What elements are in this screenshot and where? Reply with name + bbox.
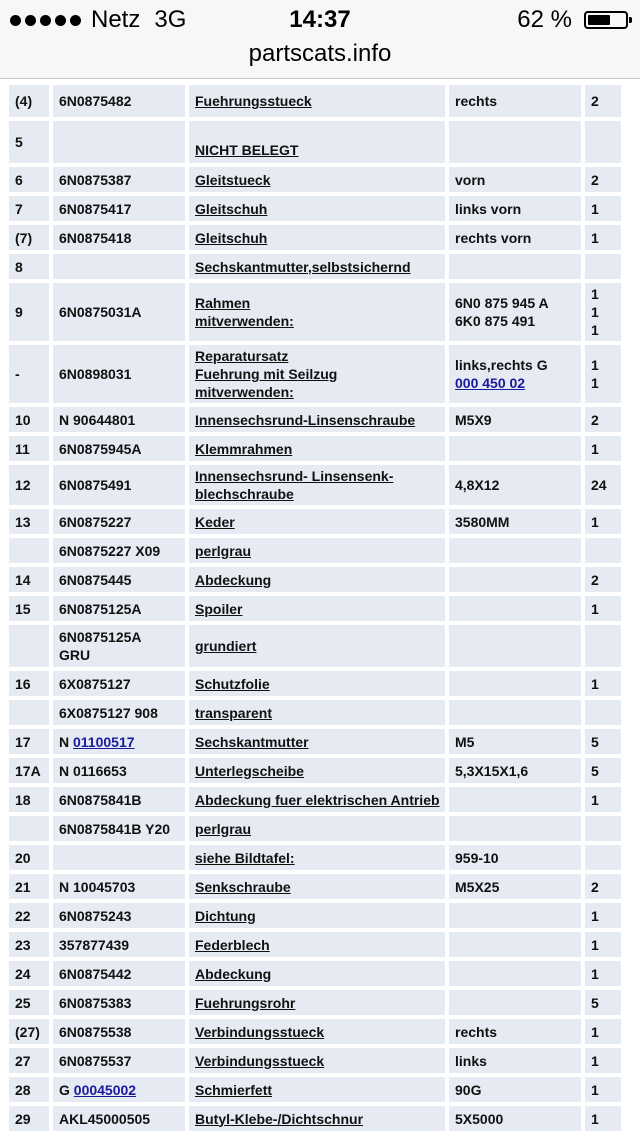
part-number-cell: AKL45000505 [53, 1106, 185, 1131]
note-line: 6N0 875 945 A [455, 295, 549, 311]
position-cell: (7) [9, 225, 49, 250]
part-number-link[interactable]: 00045002 [73, 1081, 137, 1098]
part-number-cell: 6X0875127 908 [53, 700, 185, 725]
quantity-cell: 1 [585, 932, 621, 957]
part-number-cell: 6N0875243 [53, 903, 185, 928]
note-cell: 5X5000 [449, 1106, 581, 1131]
table-row [9, 874, 621, 899]
quantity-cell: 1 [585, 509, 621, 534]
quantity-cell [585, 283, 621, 341]
quantity-cell [585, 845, 621, 870]
description-line: Verbindungsstueck [195, 1023, 325, 1040]
quantity-cell [585, 625, 621, 667]
table-row [9, 345, 621, 403]
note-cell [449, 283, 581, 341]
description-link[interactable] [189, 538, 445, 563]
description-line: mitverwenden: [195, 313, 294, 329]
note-link-text[interactable]: 000 450 02 [455, 375, 526, 391]
description-line: Innensechsrund- Linsensenk- [195, 468, 394, 484]
position-cell: 8 [9, 254, 49, 279]
description-link[interactable] [189, 903, 445, 928]
quantity-cell: 1 [585, 1048, 621, 1073]
description-link[interactable] [189, 436, 445, 461]
quantity-cell: 5 [585, 758, 621, 783]
description-line: Innensechsrund-Linsenschraube [195, 411, 416, 428]
quantity-cell [585, 121, 621, 163]
note-cell [449, 700, 581, 725]
part-number-cell: 6X0875127 [53, 671, 185, 696]
position-cell: 7 [9, 196, 49, 221]
description-link[interactable] [189, 465, 445, 505]
part-number-cell [53, 625, 185, 667]
description-link[interactable] [189, 700, 445, 725]
note-cell [449, 254, 581, 279]
position-cell [9, 700, 49, 725]
part-number-cell: 6N0875227 X09 [53, 538, 185, 563]
carrier-name: Netz [91, 6, 141, 33]
description-link[interactable] [189, 787, 445, 812]
description-line: Fuehrung mit Seilzug [195, 366, 338, 382]
description-link[interactable] [189, 1106, 445, 1131]
table-row [9, 729, 621, 754]
address-bar[interactable] [0, 40, 640, 79]
position-cell: 12 [9, 465, 49, 505]
table-row [9, 932, 621, 957]
quantity-line: 1 [591, 322, 599, 338]
part-number-cell: 6N0875537 [53, 1048, 185, 1073]
quantity-cell: 2 [585, 407, 621, 432]
position-cell: 6 [9, 167, 49, 192]
table-row [9, 990, 621, 1015]
clock: 14:37 [289, 6, 351, 33]
description-line: Gleitschuh [195, 229, 268, 246]
battery-area [517, 6, 628, 34]
position-cell [9, 538, 49, 563]
quantity-cell: 1 [585, 196, 621, 221]
quantity-line: 1 [591, 304, 599, 320]
description-link[interactable] [189, 625, 445, 667]
note-cell: vorn [449, 167, 581, 192]
quantity-cell: 1 [585, 961, 621, 986]
quantity-cell: 2 [585, 85, 621, 117]
part-number-cell [53, 729, 185, 754]
position-cell: 25 [9, 990, 49, 1015]
description-line: Federblech [195, 936, 270, 953]
description-link[interactable] [189, 874, 445, 899]
description-link[interactable] [189, 225, 445, 250]
description-line: Keder [195, 513, 235, 530]
part-number-cell [53, 1077, 185, 1102]
description-link[interactable] [189, 1019, 445, 1044]
quantity-line: 1 [591, 375, 599, 391]
position-cell: 16 [9, 671, 49, 696]
quantity-cell [585, 700, 621, 725]
page-url[interactable]: partscats.info [248, 40, 392, 67]
table-row [9, 538, 621, 563]
part-number-cell: 6N0875383 [53, 990, 185, 1015]
description-line: Reparatursatz [195, 348, 289, 364]
description-link[interactable] [189, 729, 445, 754]
page-content[interactable] [0, 79, 640, 1136]
note-cell: links [449, 1048, 581, 1073]
position-cell: 17A [9, 758, 49, 783]
table-row [9, 1019, 621, 1044]
note-line: 6K0 875 491 [455, 313, 536, 329]
description-link[interactable] [189, 1077, 445, 1102]
position-cell: 10 [9, 407, 49, 432]
description-line: Unterlegscheibe [195, 762, 304, 779]
position-cell: 24 [9, 961, 49, 986]
position-cell: 27 [9, 1048, 49, 1073]
note-cell [449, 990, 581, 1015]
part-number-cell: 6N0875841B Y20 [53, 816, 185, 841]
quantity-cell: 2 [585, 874, 621, 899]
note-cell [449, 787, 581, 812]
note-cell [449, 538, 581, 563]
quantity-cell: 1 [585, 1019, 621, 1044]
quantity-cell: 24 [585, 465, 621, 505]
position-cell: 15 [9, 596, 49, 621]
description-line: perlgrau [195, 542, 252, 559]
quantity-cell: 1 [585, 787, 621, 812]
description-line: Schmierfett [195, 1081, 273, 1098]
part-number-cell [53, 845, 185, 870]
description-line: Sechskantmutter,selbstsichernd [195, 258, 411, 275]
table-row [9, 903, 621, 928]
table-row [9, 671, 621, 696]
quantity-cell: 1 [585, 671, 621, 696]
note-cell [449, 625, 581, 667]
table-row [9, 845, 621, 870]
description-link[interactable] [189, 407, 445, 432]
table-row [9, 465, 621, 505]
position-cell: (4) [9, 85, 49, 117]
part-number-prefix: N [59, 733, 73, 750]
description-line: Fuehrungsstueck [195, 93, 312, 109]
description-link[interactable] [189, 845, 445, 870]
description-link[interactable] [189, 283, 445, 341]
description-link[interactable] [189, 961, 445, 986]
table-row [9, 225, 621, 250]
part-number-cell: N 90644801 [53, 407, 185, 432]
position-cell: 17 [9, 729, 49, 754]
part-number-cell [53, 121, 185, 163]
description-line: Abdeckung [195, 571, 272, 588]
description-link[interactable] [189, 1048, 445, 1073]
quantity-cell [585, 345, 621, 403]
position-cell: 20 [9, 845, 49, 870]
parts-table [5, 81, 625, 1135]
battery-icon [584, 11, 628, 29]
quantity-cell: 1 [585, 1106, 621, 1131]
description-link[interactable] [189, 167, 445, 192]
description-line: Gleitstueck [195, 171, 271, 188]
note-cell [449, 816, 581, 841]
description-line: Verbindungsstueck [195, 1052, 325, 1069]
quantity-cell: 5 [585, 990, 621, 1015]
network-type: 3G [154, 6, 187, 33]
quantity-line: 1 [591, 286, 599, 302]
description-link[interactable] [189, 596, 445, 621]
status-bar [0, 0, 640, 40]
description-line: transparent [195, 704, 273, 721]
description-line: Sechskantmutter [195, 733, 309, 750]
description-link[interactable] [189, 196, 445, 221]
note-cell [449, 932, 581, 957]
note-cell: M5 [449, 729, 581, 754]
description-line: Rahmen [195, 295, 251, 311]
table-row [9, 567, 621, 592]
position-cell: (27) [9, 1019, 49, 1044]
quantity-cell [585, 254, 621, 279]
part-number-cell: N 10045703 [53, 874, 185, 899]
part-number-cell: 6N0875482 [53, 85, 185, 117]
table-row [9, 1106, 621, 1131]
table-row [9, 196, 621, 221]
part-number-cell: 6N0875538 [53, 1019, 185, 1044]
part-number-cell: 6N0875445 [53, 567, 185, 592]
quantity-cell: 5 [585, 729, 621, 754]
description-link[interactable] [189, 671, 445, 696]
note-cell: rechts [449, 1019, 581, 1044]
part-number-line: 6N0875125A [59, 629, 142, 645]
part-number-cell: 6N0898031 [53, 345, 185, 403]
position-cell: 18 [9, 787, 49, 812]
description-line: perlgrau [195, 820, 252, 837]
table-row [9, 700, 621, 725]
note-cell: links vorn [449, 196, 581, 221]
quantity-cell: 1 [585, 903, 621, 928]
note-cell [449, 596, 581, 621]
position-cell: 23 [9, 932, 49, 957]
position-cell: - [9, 345, 49, 403]
table-row [9, 961, 621, 986]
description-link[interactable] [189, 758, 445, 783]
table-row [9, 436, 621, 461]
note-cell [449, 903, 581, 928]
quantity-cell: 2 [585, 567, 621, 592]
note-cell: 4,8X12 [449, 465, 581, 505]
part-number-cell: 6N0875442 [53, 961, 185, 986]
note-link[interactable] [455, 374, 577, 392]
table-row [9, 254, 621, 279]
table-row [9, 509, 621, 534]
table-row [9, 625, 621, 667]
table-row [9, 816, 621, 841]
position-cell: 5 [9, 121, 49, 163]
position-cell: 13 [9, 509, 49, 534]
description-line: Butyl-Klebe-/Dichtschnur [195, 1110, 364, 1127]
part-number-line: GRU [59, 647, 91, 663]
table-row [9, 787, 621, 812]
description-line: Senkschraube [195, 878, 291, 895]
description-line: Abdeckung [195, 965, 272, 982]
description-link[interactable] [189, 816, 445, 841]
part-number-cell: N 0116653 [53, 758, 185, 783]
position-cell: 11 [9, 436, 49, 461]
description-link[interactable] [189, 345, 445, 403]
note-cell [449, 436, 581, 461]
quantity-cell: 2 [585, 167, 621, 192]
description-link[interactable] [189, 85, 445, 117]
part-number-cell: 6N0875387 [53, 167, 185, 192]
description-link[interactable] [189, 990, 445, 1015]
battery-level [588, 15, 610, 25]
part-number-cell: 6N0875841B [53, 787, 185, 812]
note-cell: 90G [449, 1077, 581, 1102]
description-line: NICHT BELEGT [195, 142, 299, 158]
part-number-cell: 6N0875125A [53, 596, 185, 621]
note-cell: 3580MM [449, 509, 581, 534]
note-line: links,rechts G [455, 357, 548, 373]
part-number-cell: 6N0875945A [53, 436, 185, 461]
table-row [9, 407, 621, 432]
part-number-cell [53, 254, 185, 279]
table-row [9, 758, 621, 783]
table-row [9, 1048, 621, 1073]
quantity-cell: 1 [585, 1077, 621, 1102]
quantity-cell: 1 [585, 436, 621, 461]
quantity-cell: 1 [585, 596, 621, 621]
note-cell [449, 671, 581, 696]
table-row [9, 283, 621, 341]
description-link[interactable] [189, 121, 445, 163]
quantity-cell [585, 538, 621, 563]
description-line: Gleitschuh [195, 200, 268, 217]
position-cell [9, 816, 49, 841]
part-number-prefix: G [59, 1081, 74, 1098]
description-link[interactable] [189, 932, 445, 957]
table-row [9, 596, 621, 621]
description-link[interactable] [189, 509, 445, 534]
description-line: blechschraube [195, 486, 294, 502]
description-line: mitverwenden: [195, 384, 294, 400]
note-cell: M5X9 [449, 407, 581, 432]
table-row [9, 167, 621, 192]
note-cell: 5,3X15X1,6 [449, 758, 581, 783]
part-number-cell: 6N0875491 [53, 465, 185, 505]
position-cell [9, 625, 49, 667]
part-number-cell: 6N0875418 [53, 225, 185, 250]
part-number-cell: 6N0875417 [53, 196, 185, 221]
note-cell [449, 961, 581, 986]
note-cell: rechts [449, 85, 581, 117]
quantity-cell: 1 [585, 225, 621, 250]
description-line: Spoiler [195, 600, 243, 617]
table-row [9, 121, 621, 163]
description-link[interactable] [189, 567, 445, 592]
position-cell: 22 [9, 903, 49, 928]
description-link[interactable] [189, 254, 445, 279]
note-cell: 959-10 [449, 845, 581, 870]
description-line: Klemmrahmen [195, 440, 293, 457]
description-line: grundiert [195, 638, 257, 654]
position-cell: 29 [9, 1106, 49, 1131]
table-row [9, 1077, 621, 1102]
description-line: Schutzfolie [195, 675, 270, 692]
note-cell: M5X25 [449, 874, 581, 899]
position-cell: 9 [9, 283, 49, 341]
part-number-cell: 357877439 [53, 932, 185, 957]
part-number-link[interactable]: 01100517 [73, 733, 135, 750]
description-line: Dichtung [195, 907, 256, 924]
part-number-cell: 6N0875031A [53, 283, 185, 341]
note-cell [449, 345, 581, 403]
position-cell: 14 [9, 567, 49, 592]
table-row [9, 85, 621, 117]
battery-percent: 62 % [517, 6, 572, 33]
note-cell [449, 567, 581, 592]
description-line: siehe Bildtafel: [195, 849, 295, 866]
position-cell: 21 [9, 874, 49, 899]
part-number-cell: 6N0875227 [53, 509, 185, 534]
quantity-line: 1 [591, 357, 599, 373]
description-line: Abdeckung fuer elektrischen Antrieb [195, 791, 440, 808]
quantity-cell [585, 816, 621, 841]
position-cell: 28 [9, 1077, 49, 1102]
description-line: Fuehrungsrohr [195, 994, 296, 1011]
note-cell: rechts vorn [449, 225, 581, 250]
note-cell [449, 121, 581, 163]
